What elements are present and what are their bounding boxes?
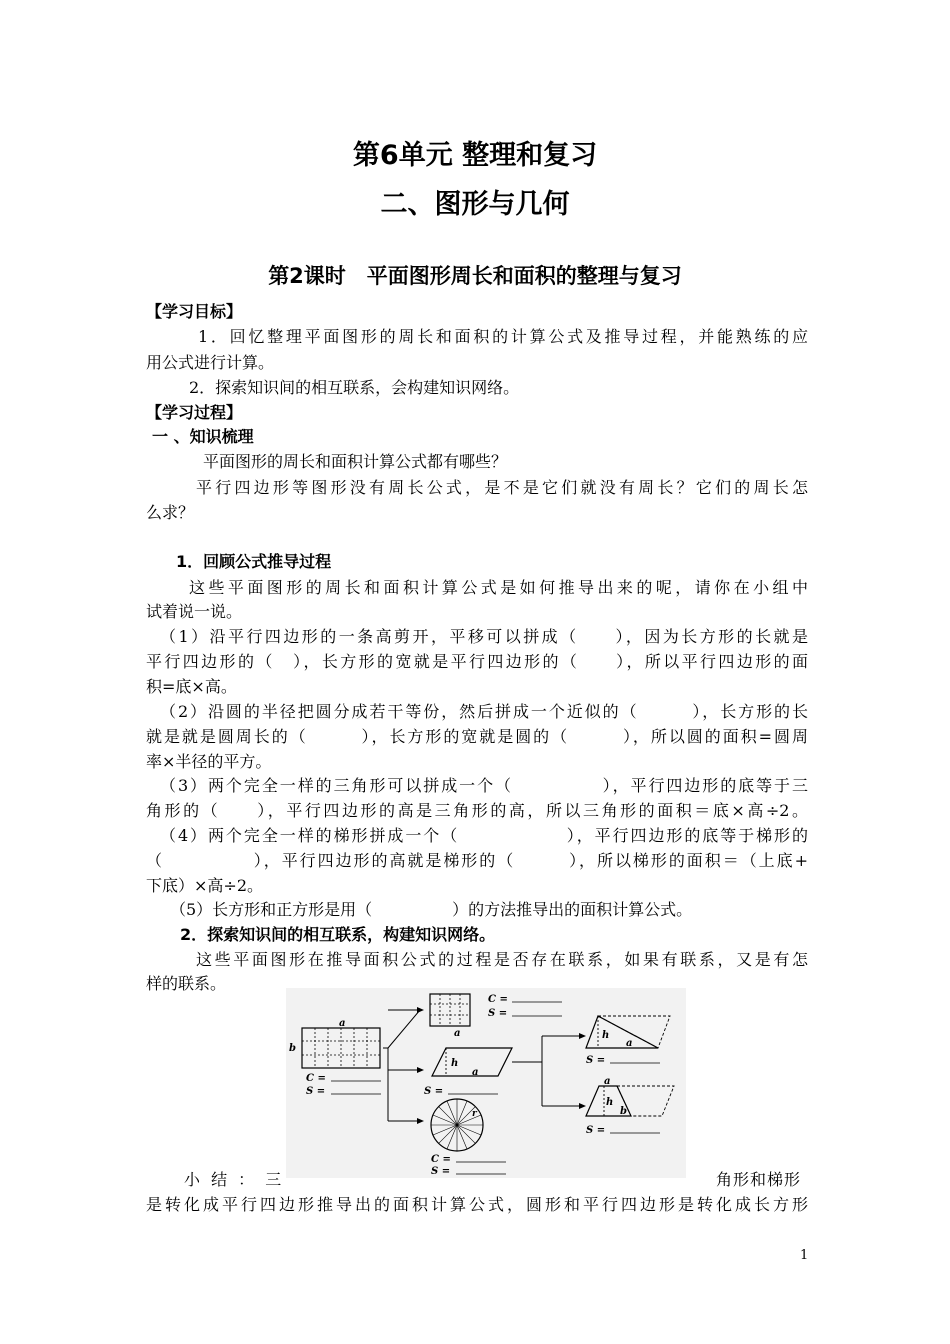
square-c-label: C = [488,994,508,1005]
point-2-line1: （2）沿圆的半径把圆分成若干等份，然后拼成一个近似的（ ），长方形的长 [160,702,808,721]
part1-heading: 一 、知识梳理 [152,427,254,446]
circle-s-label: S = [431,1166,451,1177]
square-s-label: S = [488,1008,508,1019]
point-1-line3: 积=底×高。 [146,677,237,696]
point-2-line2: 就是就是圆周长的（ ），长方形的宽就是圆的（ ），所以圆的面积=圆周 [146,727,808,746]
rect-a-label: a [339,1018,346,1029]
point-4-line3: 下底）×高÷2。 [146,876,263,895]
section2-intro-line1: 这些平面图形在推导面积公式的过程是否存在联系，如果有联系，又是有怎 [196,950,808,969]
knowledge-network-diagram [286,988,686,1178]
trap-a-label: a [604,1076,611,1087]
point-1-line2: 平行四边形的（ ），长方形的宽就是平行四边形的（ ），所以平行四边形的面 [146,652,808,671]
tri-s-label: S = [586,1055,606,1066]
summary-line1-right: 角形和梯形 [716,1170,802,1189]
question-2-line2: 么求？ [146,503,195,522]
trap-b-label: b [620,1106,627,1117]
process-heading: 【学习过程】 [146,403,243,422]
objective-1-line1: 1．回忆整理平面图形的周长和面积的计算公式及推导过程，并能熟练的应 [198,327,808,346]
trap-h-label: h [606,1097,614,1108]
point-1-line1: （1）沿平行四边形的一条高剪开，平移可以拼成（ ），因为长方形的长就是 [160,627,808,646]
para-a-label: a [472,1067,479,1078]
question-1: 平面图形的周长和面积计算公式都有哪些？ [203,452,508,471]
section2-intro-line2: 样的联系。 [146,974,227,993]
section1-heading: 1．回顾公式推导过程 [176,552,332,571]
summary-line1-left: 小 结 ： 三 [184,1170,285,1189]
objectives-heading: 【学习目标】 [146,302,243,321]
point-4-line1: （4）两个完全一样的梯形拼成一个（ ），平行四边形的底等于梯形的 [160,826,808,845]
trap-s-label: S = [586,1125,606,1136]
point-3-line1: （3）两个完全一样的三角形可以拼成一个（ ），平行四边形的底等于三 [160,776,808,795]
rect-b-label: b [289,1043,296,1054]
unit-title: 第6单元 整理和复习 [352,140,598,171]
circle-c-label: C = [431,1154,451,1165]
summary-line2: 是转化成平行四边形推导出的面积计算公式，圆形和平行四边形是转化成长方形 [146,1195,808,1214]
section2-heading: 2．探索知识间的相互联系，构建知识网络。 [180,925,496,944]
para-h-label: h [451,1058,459,1069]
rect-s-label: S = [306,1086,326,1097]
lesson-title: 第2课时 平面图形周长和面积的整理与复习 [268,264,682,288]
point-4-line2: （ ），平行四边形的高就是梯形的（ ），所以梯形的面积＝（上底+ [146,851,808,870]
square-a-label: a [454,1028,461,1039]
rect-c-label: C = [306,1073,326,1084]
question-2-line1: 平行四边形等图形没有周长公式，是不是它们就没有周长？它们的周长怎 [196,478,808,497]
objective-1-line2: 用公式进行计算。 [146,353,275,372]
circle-r-label: r [472,1109,477,1119]
point-5: （5）长方形和正方形是用（ ）的方法推导出的面积计算公式。 [170,900,693,919]
objective-2: 2．探索知识间的相互联系，会构建知识网络。 [189,378,520,397]
section1-intro-line2: 试着说一说。 [146,602,243,621]
para-s-label: S = [424,1086,444,1097]
section1-intro-line1: 这些平面图形的周长和面积计算公式是如何推导出来的呢，请你在小组中 [189,578,808,597]
point-2-line3: 率×半径的平方。 [146,752,272,771]
tri-a-label: a [626,1038,633,1049]
diagram-background [286,988,686,1178]
section-title: 二、图形与几何 [380,189,570,220]
point-3-line2: 角形的（ ），平行四边形的高是三角形的高，所以三角形的面积＝底×高÷2。 [146,801,808,820]
tri-h-label: h [602,1030,610,1041]
circle-figure [431,1099,483,1151]
page-number: 1 [800,1248,809,1263]
